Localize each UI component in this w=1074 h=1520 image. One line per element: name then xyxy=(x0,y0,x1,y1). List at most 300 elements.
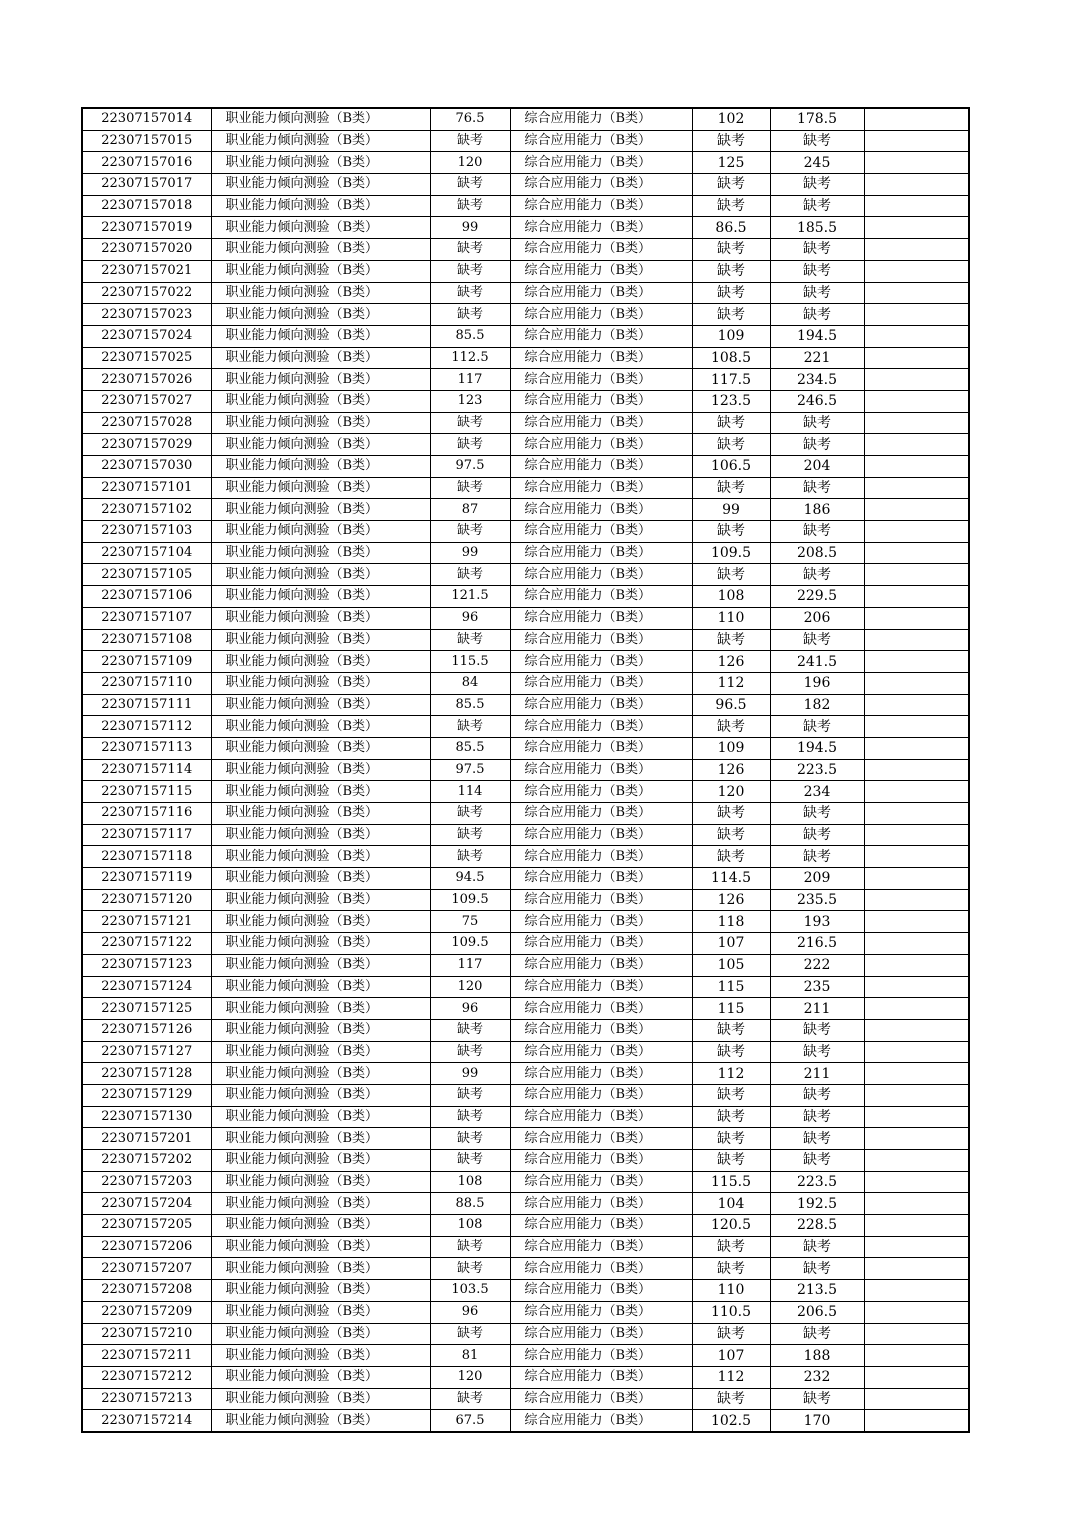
subject2-score-cell: 126 xyxy=(692,651,770,673)
note-cell xyxy=(864,304,969,326)
subject1-score-cell: 108 xyxy=(430,1171,510,1193)
subject1-score-cell: 123 xyxy=(430,390,510,412)
subject1-score-cell: 108 xyxy=(430,1215,510,1237)
candidate-id-cell: 22307157210 xyxy=(82,1323,211,1345)
subject1-name-cell: 职业能力倾向测验（B类） xyxy=(211,607,430,629)
candidate-id-cell: 22307157208 xyxy=(82,1280,211,1302)
total-score-cell: 229.5 xyxy=(770,586,864,608)
subject2-name-cell: 综合应用能力（B类） xyxy=(510,1019,692,1041)
note-cell xyxy=(864,542,969,564)
total-score-cell: 221 xyxy=(770,347,864,369)
subject1-score-cell: 117 xyxy=(430,369,510,391)
subject2-score-cell: 缺考 xyxy=(692,412,770,434)
subject1-name-cell: 职业能力倾向测验（B类） xyxy=(211,1019,430,1041)
subject1-name-cell: 职业能力倾向测验（B类） xyxy=(211,456,430,478)
subject1-score-cell: 缺考 xyxy=(430,846,510,868)
note-cell xyxy=(864,1345,969,1367)
subject2-score-cell: 缺考 xyxy=(692,824,770,846)
subject2-score-cell: 125 xyxy=(692,152,770,174)
subject2-name-cell: 综合应用能力（B类） xyxy=(510,672,692,694)
table-row xyxy=(82,889,969,911)
subject2-name-cell: 综合应用能力（B类） xyxy=(510,846,692,868)
table-row xyxy=(82,1019,969,1041)
subject2-name-cell: 综合应用能力（B类） xyxy=(510,369,692,391)
total-score-cell: 缺考 xyxy=(770,1084,864,1106)
total-score-cell: 216.5 xyxy=(770,933,864,955)
candidate-id-cell: 22307157111 xyxy=(82,694,211,716)
subject1-score-cell: 99 xyxy=(430,1063,510,1085)
candidate-id-cell: 22307157214 xyxy=(82,1410,211,1432)
candidate-id-cell: 22307157127 xyxy=(82,1041,211,1063)
candidate-id-cell: 22307157014 xyxy=(82,108,211,130)
subject1-name-cell: 职业能力倾向测验（B类） xyxy=(211,651,430,673)
note-cell xyxy=(864,1019,969,1041)
candidate-id-cell: 22307157121 xyxy=(82,911,211,933)
note-cell xyxy=(864,1128,969,1150)
subject1-score-cell: 115.5 xyxy=(430,651,510,673)
subject1-name-cell: 职业能力倾向测验（B类） xyxy=(211,108,430,130)
note-cell xyxy=(864,889,969,911)
total-score-cell: 缺考 xyxy=(770,803,864,825)
candidate-id-cell: 22307157019 xyxy=(82,217,211,239)
candidate-id-cell: 22307157204 xyxy=(82,1193,211,1215)
note-cell xyxy=(864,672,969,694)
candidate-id-cell: 22307157109 xyxy=(82,651,211,673)
table-row xyxy=(82,651,969,673)
subject1-score-cell: 缺考 xyxy=(430,412,510,434)
subject2-score-cell: 112 xyxy=(692,672,770,694)
subject2-score-cell: 110 xyxy=(692,1280,770,1302)
candidate-id-cell: 22307157112 xyxy=(82,716,211,738)
subject2-score-cell: 缺考 xyxy=(692,260,770,282)
table-row xyxy=(82,521,969,543)
note-cell xyxy=(864,1215,969,1237)
total-score-cell: 186 xyxy=(770,499,864,521)
candidate-id-cell: 22307157202 xyxy=(82,1150,211,1172)
total-score-cell: 缺考 xyxy=(770,434,864,456)
subject1-score-cell: 缺考 xyxy=(430,434,510,456)
subject2-name-cell: 综合应用能力（B类） xyxy=(510,239,692,261)
subject2-name-cell: 综合应用能力（B类） xyxy=(510,1280,692,1302)
candidate-id-cell: 22307157105 xyxy=(82,564,211,586)
table-row xyxy=(82,1150,969,1172)
subject2-score-cell: 缺考 xyxy=(692,803,770,825)
candidate-id-cell: 22307157129 xyxy=(82,1084,211,1106)
subject1-name-cell: 职业能力倾向测验（B类） xyxy=(211,976,430,998)
subject2-score-cell: 120.5 xyxy=(692,1215,770,1237)
subject2-name-cell: 综合应用能力（B类） xyxy=(510,304,692,326)
note-cell xyxy=(864,412,969,434)
subject2-name-cell: 综合应用能力（B类） xyxy=(510,1410,692,1432)
subject2-name-cell: 综合应用能力（B类） xyxy=(510,1041,692,1063)
subject1-name-cell: 职业能力倾向测验（B类） xyxy=(211,1301,430,1323)
subject2-name-cell: 综合应用能力（B类） xyxy=(510,651,692,673)
note-cell xyxy=(864,1301,969,1323)
subject1-name-cell: 职业能力倾向测验（B类） xyxy=(211,1041,430,1063)
candidate-id-cell: 22307157030 xyxy=(82,456,211,478)
subject1-name-cell: 职业能力倾向测验（B类） xyxy=(211,434,430,456)
note-cell xyxy=(864,998,969,1020)
candidate-id-cell: 22307157123 xyxy=(82,954,211,976)
note-cell xyxy=(864,564,969,586)
subject2-name-cell: 综合应用能力（B类） xyxy=(510,174,692,196)
table-row xyxy=(82,1106,969,1128)
total-score-cell: 235.5 xyxy=(770,889,864,911)
note-cell xyxy=(864,347,969,369)
total-score-cell: 缺考 xyxy=(770,195,864,217)
total-score-cell: 223.5 xyxy=(770,759,864,781)
subject2-name-cell: 综合应用能力（B类） xyxy=(510,803,692,825)
note-cell xyxy=(864,130,969,152)
note-cell xyxy=(864,1106,969,1128)
candidate-id-cell: 22307157026 xyxy=(82,369,211,391)
candidate-id-cell: 22307157016 xyxy=(82,152,211,174)
subject1-score-cell: 97.5 xyxy=(430,759,510,781)
subject1-name-cell: 职业能力倾向测验（B类） xyxy=(211,1323,430,1345)
note-cell xyxy=(864,195,969,217)
subject2-name-cell: 综合应用能力（B类） xyxy=(510,607,692,629)
subject2-name-cell: 综合应用能力（B类） xyxy=(510,260,692,282)
subject1-name-cell: 职业能力倾向测验（B类） xyxy=(211,1388,430,1410)
score-table xyxy=(81,107,970,1433)
subject1-name-cell: 职业能力倾向测验（B类） xyxy=(211,521,430,543)
table-row xyxy=(82,152,969,174)
subject2-score-cell: 120 xyxy=(692,781,770,803)
subject2-score-cell: 108.5 xyxy=(692,347,770,369)
subject1-name-cell: 职业能力倾向测验（B类） xyxy=(211,1410,430,1432)
total-score-cell: 缺考 xyxy=(770,1236,864,1258)
subject1-name-cell: 职业能力倾向测验（B类） xyxy=(211,1128,430,1150)
subject1-name-cell: 职业能力倾向测验（B类） xyxy=(211,347,430,369)
subject2-name-cell: 综合应用能力（B类） xyxy=(510,1366,692,1388)
subject1-score-cell: 76.5 xyxy=(430,108,510,130)
subject2-name-cell: 综合应用能力（B类） xyxy=(510,1193,692,1215)
subject2-score-cell: 缺考 xyxy=(692,521,770,543)
table-row xyxy=(82,130,969,152)
subject1-score-cell: 117 xyxy=(430,954,510,976)
subject2-score-cell: 缺考 xyxy=(692,174,770,196)
candidate-id-cell: 22307157104 xyxy=(82,542,211,564)
subject2-name-cell: 综合应用能力（B类） xyxy=(510,737,692,759)
subject1-name-cell: 职业能力倾向测验（B类） xyxy=(211,868,430,890)
subject2-name-cell: 综合应用能力（B类） xyxy=(510,412,692,434)
candidate-id-cell: 22307157130 xyxy=(82,1106,211,1128)
note-cell xyxy=(864,586,969,608)
subject2-name-cell: 综合应用能力（B类） xyxy=(510,434,692,456)
total-score-cell: 缺考 xyxy=(770,174,864,196)
subject1-name-cell: 职业能力倾向测验（B类） xyxy=(211,174,430,196)
table-row xyxy=(82,434,969,456)
subject2-name-cell: 综合应用能力（B类） xyxy=(510,195,692,217)
subject1-score-cell: 75 xyxy=(430,911,510,933)
note-cell xyxy=(864,1236,969,1258)
subject1-score-cell: 缺考 xyxy=(430,260,510,282)
table-row xyxy=(82,325,969,347)
total-score-cell: 缺考 xyxy=(770,1388,864,1410)
table-row xyxy=(82,347,969,369)
note-cell xyxy=(864,390,969,412)
total-score-cell: 缺考 xyxy=(770,412,864,434)
subject2-name-cell: 综合应用能力（B类） xyxy=(510,1258,692,1280)
total-score-cell: 223.5 xyxy=(770,1171,864,1193)
table-row xyxy=(82,304,969,326)
total-score-cell: 缺考 xyxy=(770,1019,864,1041)
candidate-id-cell: 22307157029 xyxy=(82,434,211,456)
total-score-cell: 235 xyxy=(770,976,864,998)
candidate-id-cell: 22307157122 xyxy=(82,933,211,955)
table-row xyxy=(82,1366,969,1388)
subject2-score-cell: 缺考 xyxy=(692,1236,770,1258)
subject1-score-cell: 缺考 xyxy=(430,304,510,326)
table-row xyxy=(82,586,969,608)
subject2-score-cell: 缺考 xyxy=(692,1106,770,1128)
table-row xyxy=(82,868,969,890)
table-row xyxy=(82,1236,969,1258)
table-row xyxy=(82,369,969,391)
note-cell xyxy=(864,1366,969,1388)
subject1-score-cell: 缺考 xyxy=(430,1150,510,1172)
candidate-id-cell: 22307157103 xyxy=(82,521,211,543)
subject2-score-cell: 缺考 xyxy=(692,1258,770,1280)
note-cell xyxy=(864,1041,969,1063)
subject2-name-cell: 综合应用能力（B类） xyxy=(510,629,692,651)
total-score-cell: 缺考 xyxy=(770,304,864,326)
candidate-id-cell: 22307157028 xyxy=(82,412,211,434)
subject1-name-cell: 职业能力倾向测验（B类） xyxy=(211,672,430,694)
subject2-score-cell: 102.5 xyxy=(692,1410,770,1432)
total-score-cell: 204 xyxy=(770,456,864,478)
table-row xyxy=(82,1323,969,1345)
table-row xyxy=(82,824,969,846)
subject1-score-cell: 114 xyxy=(430,781,510,803)
note-cell xyxy=(864,174,969,196)
note-cell xyxy=(864,824,969,846)
subject2-score-cell: 112 xyxy=(692,1063,770,1085)
subject2-name-cell: 综合应用能力（B类） xyxy=(510,1323,692,1345)
table-row xyxy=(82,1280,969,1302)
subject1-score-cell: 112.5 xyxy=(430,347,510,369)
table-row xyxy=(82,1301,969,1323)
candidate-id-cell: 22307157125 xyxy=(82,998,211,1020)
total-score-cell: 缺考 xyxy=(770,716,864,738)
total-score-cell: 182 xyxy=(770,694,864,716)
subject1-score-cell: 120 xyxy=(430,152,510,174)
subject1-score-cell: 85.5 xyxy=(430,694,510,716)
subject1-name-cell: 职业能力倾向测验（B类） xyxy=(211,1236,430,1258)
total-score-cell: 185.5 xyxy=(770,217,864,239)
subject2-name-cell: 综合应用能力（B类） xyxy=(510,824,692,846)
subject2-name-cell: 综合应用能力（B类） xyxy=(510,108,692,130)
subject1-name-cell: 职业能力倾向测验（B类） xyxy=(211,217,430,239)
total-score-cell: 206.5 xyxy=(770,1301,864,1323)
table-row xyxy=(82,846,969,868)
subject2-name-cell: 综合应用能力（B类） xyxy=(510,217,692,239)
table-row xyxy=(82,412,969,434)
table-row xyxy=(82,998,969,1020)
subject2-score-cell: 126 xyxy=(692,889,770,911)
subject2-score-cell: 109.5 xyxy=(692,542,770,564)
note-cell xyxy=(864,499,969,521)
subject2-score-cell: 缺考 xyxy=(692,304,770,326)
subject1-name-cell: 职业能力倾向测验（B类） xyxy=(211,369,430,391)
candidate-id-cell: 22307157024 xyxy=(82,325,211,347)
subject1-score-cell: 缺考 xyxy=(430,1258,510,1280)
subject1-name-cell: 职业能力倾向测验（B类） xyxy=(211,759,430,781)
subject1-name-cell: 职业能力倾向测验（B类） xyxy=(211,1063,430,1085)
subject2-score-cell: 112 xyxy=(692,1366,770,1388)
subject1-score-cell: 缺考 xyxy=(430,1106,510,1128)
subject1-name-cell: 职业能力倾向测验（B类） xyxy=(211,998,430,1020)
subject1-name-cell: 职业能力倾向测验（B类） xyxy=(211,477,430,499)
subject2-score-cell: 缺考 xyxy=(692,1041,770,1063)
total-score-cell: 缺考 xyxy=(770,260,864,282)
subject1-score-cell: 81 xyxy=(430,1345,510,1367)
subject1-name-cell: 职业能力倾向测验（B类） xyxy=(211,1280,430,1302)
table-row xyxy=(82,1128,969,1150)
total-score-cell: 缺考 xyxy=(770,1150,864,1172)
subject1-name-cell: 职业能力倾向测验（B类） xyxy=(211,586,430,608)
subject2-score-cell: 缺考 xyxy=(692,1388,770,1410)
note-cell xyxy=(864,1258,969,1280)
table-row xyxy=(82,456,969,478)
subject2-name-cell: 综合应用能力（B类） xyxy=(510,152,692,174)
note-cell xyxy=(864,1388,969,1410)
subject2-score-cell: 缺考 xyxy=(692,282,770,304)
note-cell xyxy=(864,217,969,239)
note-cell xyxy=(864,868,969,890)
candidate-id-cell: 22307157118 xyxy=(82,846,211,868)
note-cell xyxy=(864,781,969,803)
candidate-id-cell: 22307157209 xyxy=(82,1301,211,1323)
subject1-score-cell: 缺考 xyxy=(430,1041,510,1063)
candidate-id-cell: 22307157106 xyxy=(82,586,211,608)
subject2-name-cell: 综合应用能力（B类） xyxy=(510,390,692,412)
subject1-score-cell: 67.5 xyxy=(430,1410,510,1432)
candidate-id-cell: 22307157101 xyxy=(82,477,211,499)
table-row xyxy=(82,759,969,781)
subject1-score-cell: 85.5 xyxy=(430,737,510,759)
subject2-name-cell: 综合应用能力（B类） xyxy=(510,933,692,955)
candidate-id-cell: 22307157126 xyxy=(82,1019,211,1041)
subject2-score-cell: 缺考 xyxy=(692,195,770,217)
candidate-id-cell: 22307157110 xyxy=(82,672,211,694)
candidate-id-cell: 22307157108 xyxy=(82,629,211,651)
subject1-score-cell: 109.5 xyxy=(430,889,510,911)
note-cell xyxy=(864,1150,969,1172)
subject1-score-cell: 103.5 xyxy=(430,1280,510,1302)
table-row xyxy=(82,195,969,217)
note-cell xyxy=(864,260,969,282)
total-score-cell: 缺考 xyxy=(770,1041,864,1063)
subject2-score-cell: 缺考 xyxy=(692,1323,770,1345)
subject1-name-cell: 职业能力倾向测验（B类） xyxy=(211,846,430,868)
candidate-id-cell: 22307157115 xyxy=(82,781,211,803)
subject1-name-cell: 职业能力倾向测验（B类） xyxy=(211,803,430,825)
total-score-cell: 缺考 xyxy=(770,239,864,261)
subject2-score-cell: 115.5 xyxy=(692,1171,770,1193)
candidate-id-cell: 22307157213 xyxy=(82,1388,211,1410)
subject1-score-cell: 缺考 xyxy=(430,716,510,738)
subject2-name-cell: 综合应用能力（B类） xyxy=(510,1171,692,1193)
candidate-id-cell: 22307157025 xyxy=(82,347,211,369)
subject1-name-cell: 职业能力倾向测验（B类） xyxy=(211,1084,430,1106)
note-cell xyxy=(864,976,969,998)
subject2-name-cell: 综合应用能力（B类） xyxy=(510,889,692,911)
subject1-score-cell: 缺考 xyxy=(430,130,510,152)
table-row xyxy=(82,260,969,282)
note-cell xyxy=(864,239,969,261)
note-cell xyxy=(864,456,969,478)
candidate-id-cell: 22307157107 xyxy=(82,607,211,629)
subject2-score-cell: 115 xyxy=(692,976,770,998)
table-row xyxy=(82,781,969,803)
subject2-score-cell: 缺考 xyxy=(692,629,770,651)
subject2-score-cell: 106.5 xyxy=(692,456,770,478)
note-cell xyxy=(864,1410,969,1432)
total-score-cell: 缺考 xyxy=(770,1128,864,1150)
subject1-score-cell: 缺考 xyxy=(430,1323,510,1345)
subject1-name-cell: 职业能力倾向测验（B类） xyxy=(211,629,430,651)
candidate-id-cell: 22307157120 xyxy=(82,889,211,911)
note-cell xyxy=(864,629,969,651)
subject1-name-cell: 职业能力倾向测验（B类） xyxy=(211,889,430,911)
subject2-name-cell: 综合应用能力（B类） xyxy=(510,1236,692,1258)
note-cell xyxy=(864,369,969,391)
subject2-name-cell: 综合应用能力（B类） xyxy=(510,1084,692,1106)
subject1-name-cell: 职业能力倾向测验（B类） xyxy=(211,390,430,412)
total-score-cell: 缺考 xyxy=(770,824,864,846)
table-row xyxy=(82,672,969,694)
total-score-cell: 缺考 xyxy=(770,1258,864,1280)
table-row xyxy=(82,933,969,955)
candidate-id-cell: 22307157022 xyxy=(82,282,211,304)
table-row xyxy=(82,911,969,933)
subject2-name-cell: 综合应用能力（B类） xyxy=(510,998,692,1020)
subject1-name-cell: 职业能力倾向测验（B类） xyxy=(211,1258,430,1280)
subject2-name-cell: 综合应用能力（B类） xyxy=(510,477,692,499)
candidate-id-cell: 22307157114 xyxy=(82,759,211,781)
subject2-score-cell: 缺考 xyxy=(692,716,770,738)
total-score-cell: 188 xyxy=(770,1345,864,1367)
subject2-name-cell: 综合应用能力（B类） xyxy=(510,716,692,738)
subject1-score-cell: 120 xyxy=(430,976,510,998)
subject1-name-cell: 职业能力倾向测验（B类） xyxy=(211,911,430,933)
note-cell xyxy=(864,911,969,933)
subject2-score-cell: 118 xyxy=(692,911,770,933)
subject2-score-cell: 107 xyxy=(692,933,770,955)
subject1-score-cell: 缺考 xyxy=(430,1388,510,1410)
table-row xyxy=(82,1410,969,1432)
table-row xyxy=(82,1215,969,1237)
table-row xyxy=(82,803,969,825)
subject2-name-cell: 综合应用能力（B类） xyxy=(510,347,692,369)
subject1-name-cell: 职业能力倾向测验（B类） xyxy=(211,412,430,434)
subject1-score-cell: 缺考 xyxy=(430,195,510,217)
subject1-score-cell: 缺考 xyxy=(430,282,510,304)
note-cell xyxy=(864,803,969,825)
subject1-name-cell: 职业能力倾向测验（B类） xyxy=(211,195,430,217)
subject2-score-cell: 110 xyxy=(692,607,770,629)
note-cell xyxy=(864,1063,969,1085)
table-row xyxy=(82,108,969,130)
score-table-body xyxy=(82,108,969,1432)
table-row xyxy=(82,1171,969,1193)
table-row xyxy=(82,1041,969,1063)
subject1-score-cell: 缺考 xyxy=(430,521,510,543)
table-row xyxy=(82,1258,969,1280)
subject1-name-cell: 职业能力倾向测验（B类） xyxy=(211,152,430,174)
subject2-score-cell: 缺考 xyxy=(692,1128,770,1150)
